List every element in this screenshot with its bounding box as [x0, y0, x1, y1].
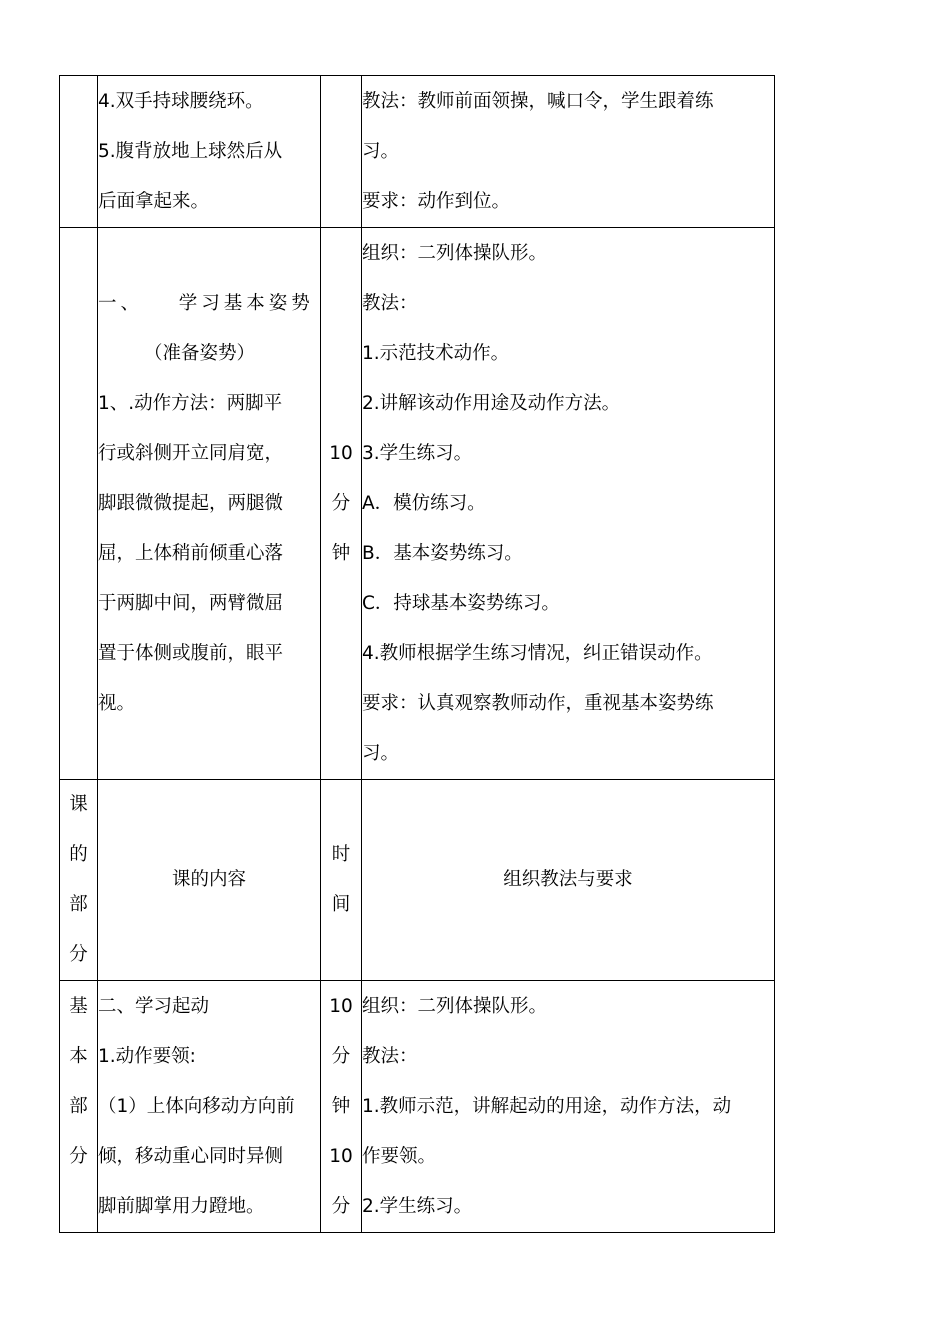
time-char: 10 [329, 996, 353, 1017]
method-line: 2.学生练习。 [362, 1196, 473, 1217]
part-cell [60, 76, 98, 228]
content-cell [98, 76, 321, 228]
part-cell [60, 228, 98, 780]
time-char: 分 [331, 492, 351, 514]
method-line: B．基本姿势练习。 [362, 543, 523, 564]
method-line: 4.教师根据学生练习情况，纠正错误动作。 [362, 643, 713, 664]
content-cell [98, 981, 321, 1233]
content-line: 置于体侧或腹前，眼平 [98, 642, 284, 664]
header-part-char: 部 [69, 894, 88, 915]
content-line: 脚前脚掌用力蹬地。 [98, 1196, 265, 1217]
method-line: 教法：教师前面领操，喊口令，学生跟着练 [362, 91, 714, 112]
time-char: 10 [329, 1146, 353, 1167]
part-char: 基 [69, 996, 88, 1017]
section-heading: 一、 学习基本姿势 [98, 292, 314, 314]
header-part-char: 分 [69, 944, 88, 965]
table-row [60, 228, 775, 780]
method-line: 习。 [362, 743, 400, 764]
time-cell [321, 981, 362, 1233]
method-line: 1.示范技术动作。 [362, 343, 510, 364]
time-char: 10 [329, 442, 353, 464]
method-line: A．模仿练习。 [362, 493, 486, 514]
content-line: 5.腹背放地上球然后从 [98, 141, 283, 162]
method-line: 作要领。 [362, 1146, 437, 1167]
method-line: 要求：动作到位。 [362, 191, 511, 212]
method-line: 习。 [362, 141, 400, 162]
header-time-char: 间 [331, 894, 351, 915]
table-row [60, 76, 775, 228]
header-content: 课的内容 [98, 780, 321, 981]
method-line: 3.学生练习。 [362, 443, 473, 464]
part-char: 部 [69, 1096, 88, 1117]
time-char: 分 [331, 1196, 351, 1217]
method-line: 教法： [362, 293, 418, 314]
content-line: （1）上体向移动方向前 [98, 1096, 295, 1117]
method-cell [362, 981, 775, 1233]
method-line: 1.教师示范，讲解起动的用途，动作方法，动 [362, 1096, 732, 1117]
part-char: 本 [69, 1046, 88, 1067]
time-char: 钟 [331, 542, 351, 564]
time-char: 分 [331, 1046, 351, 1067]
time-char: 钟 [331, 1096, 351, 1117]
time-cell [321, 76, 362, 228]
method-line: 组织：二列体操队形。 [362, 996, 548, 1017]
content-line: 视。 [98, 692, 136, 714]
part-cell [60, 981, 98, 1233]
method-line: 组织：二列体操队形。 [362, 243, 548, 264]
content-line: 屈，上体稍前倾重心落 [98, 542, 284, 564]
time-cell [321, 228, 362, 780]
content-line: 后面拿起来。 [98, 191, 210, 212]
lesson-plan-table [59, 75, 775, 1233]
header-part [60, 780, 98, 981]
method-line: 教法： [362, 1046, 418, 1067]
header-method: 组织教法与要求 [362, 780, 775, 981]
method-cell [362, 76, 775, 228]
content-cell [98, 228, 321, 780]
header-part-char: 的 [69, 844, 88, 865]
method-line: C．持球基本姿势练习。 [362, 593, 560, 614]
header-part-char: 课 [69, 794, 88, 815]
header-time [321, 780, 362, 981]
part-char: 分 [69, 1146, 88, 1167]
content-line: 1.动作要领: [98, 1046, 196, 1067]
section-subheading: （准备姿势） [144, 342, 256, 364]
content-line: 4.双手持球腰绕环。 [98, 91, 264, 112]
table-row [60, 981, 775, 1233]
table-header-row [60, 780, 775, 981]
method-line: 2.讲解该动作用途及动作方法。 [362, 393, 621, 414]
content-line: 脚跟微微提起，两腿微 [98, 492, 284, 514]
content-line: 行或斜侧开立同肩宽， [98, 442, 284, 464]
method-cell [362, 228, 775, 780]
content-line: 于两脚中间，两臂微屈 [98, 592, 284, 614]
content-line: 倾，移动重心同时异侧 [98, 1146, 284, 1167]
content-line: 1、.动作方法：两脚平 [98, 392, 283, 414]
method-line: 要求：认真观察教师动作，重视基本姿势练 [362, 693, 714, 714]
content-line: 二、学习起动 [98, 996, 210, 1017]
header-time-char: 时 [331, 844, 351, 865]
